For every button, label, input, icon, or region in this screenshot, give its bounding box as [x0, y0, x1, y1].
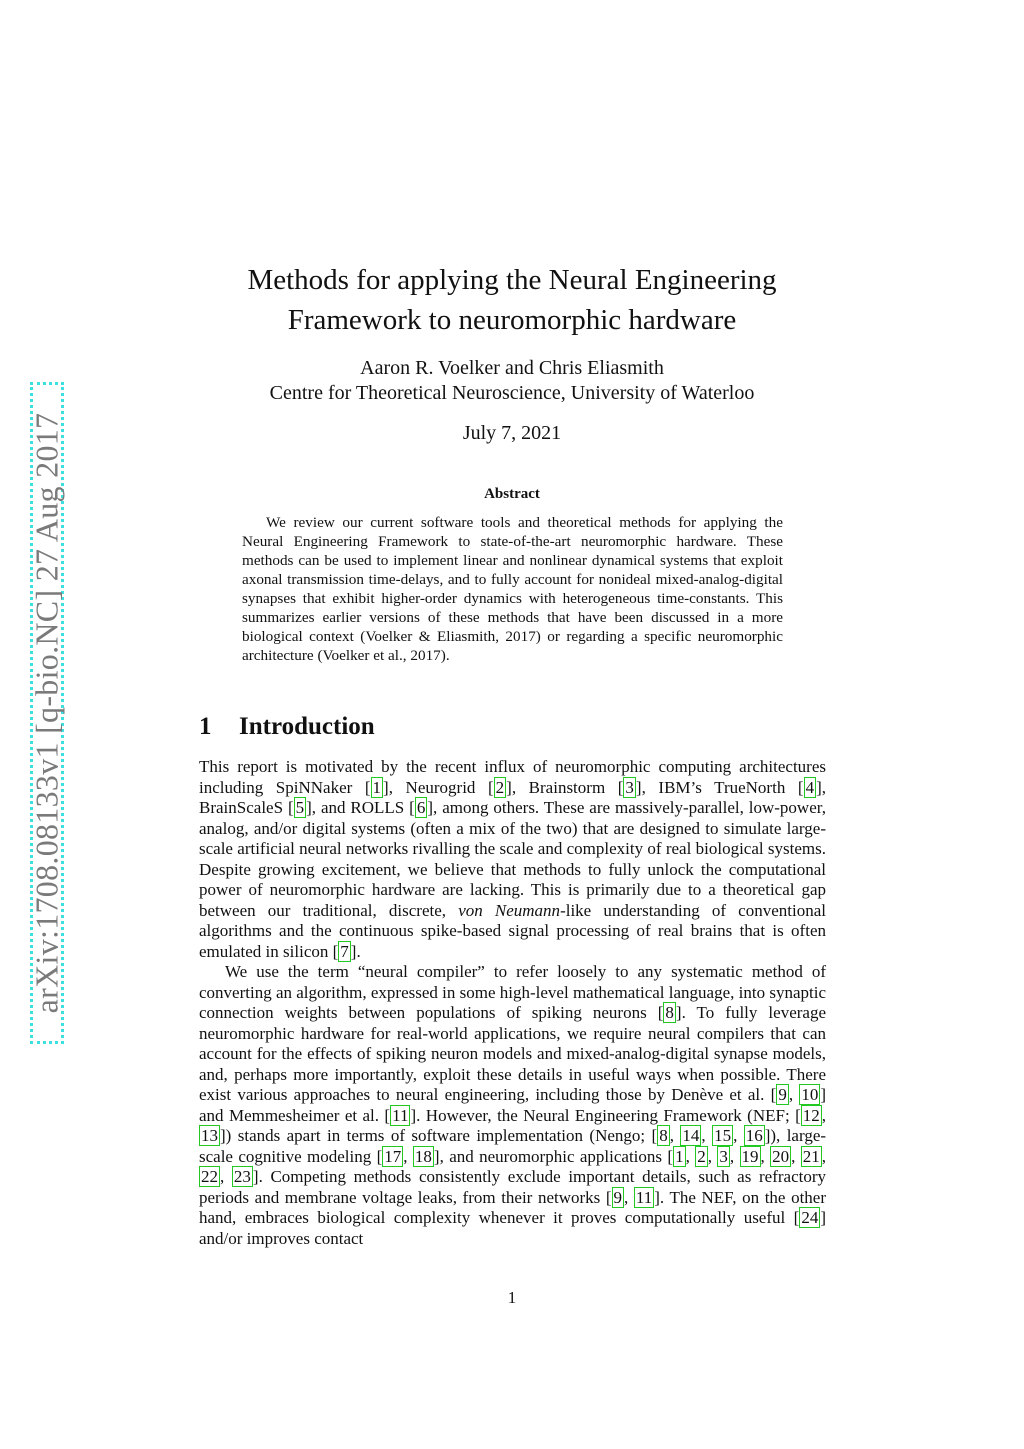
text-run: ], among others. These are massively-parallel, low-power, analog, and/or digital systems (often a mix of the two) that are designed to simulate large-scale artificial neural networks rivalling the scale and complexity of real biological systems. Despite growing excitement, we believe that methods to fully unlock the computational power of neuromorphic hardware are lacking. This is primarily due to a theoretical gap between our traditional, discrete, — [199, 798, 826, 920]
citation-link[interactable]: 2 — [697, 1146, 706, 1166]
citation-link[interactable]: 20 — [772, 1146, 790, 1166]
arxiv-identifier: arXiv:1708.08133v1 [q-bio.NC] 27 Aug 2017 — [28, 412, 65, 1014]
text-run: ], and ROLLS [ — [306, 798, 415, 817]
text-run: ]. To fully leverage neuromorphic hardware for real-world applications, we require neural compilers that can account for the effects of spiking neuron models and mixed-analog-digital synapse models, and, perhaps more importantly, exploit these details in useful ways when possible. There exist various approaches to neural engineering, including those by Denève et al. [ — [199, 1003, 826, 1104]
citation-link[interactable]: 22 — [201, 1167, 218, 1186]
abstract-heading: Abstract — [484, 486, 540, 502]
text-run: , — [760, 1146, 771, 1166]
text-run: ]. Competing methods consistently exclude important details, such as refractory periods and membrane voltage leaks, from their networks [ — [199, 1167, 826, 1207]
citation-link[interactable]: 7 — [340, 941, 349, 961]
text-run: , — [701, 1126, 713, 1145]
citation-link[interactable]: 24 — [801, 1208, 819, 1227]
citation-link[interactable]: 10 — [801, 1085, 819, 1104]
text-run: , — [821, 1146, 827, 1166]
intro-paragraph-1 — [199, 757, 826, 962]
paper-title — [150, 260, 874, 340]
text-run: ]) stands apart in terms of software implementation (Nengo; [ — [220, 1126, 658, 1145]
citation-link[interactable]: 11 — [392, 1105, 409, 1125]
paper-date: July 7, 2021 — [462, 422, 562, 444]
text-run: ]. However, the Neural Engineering Framework (NEF; [ — [410, 1105, 801, 1125]
citation-link[interactable]: 9 — [613, 1187, 623, 1207]
text-run: ] and Memmesheimer et al. [ — [199, 1085, 827, 1125]
citation-link[interactable]: 1 — [372, 777, 382, 797]
citation-link[interactable]: 18 — [414, 1146, 432, 1166]
citation-link[interactable]: 4 — [805, 777, 815, 797]
introduction-body — [199, 757, 826, 1249]
citation-link[interactable]: 1 — [675, 1146, 684, 1166]
citation-link[interactable]: 11 — [635, 1187, 653, 1207]
text-run: ], Neurogrid [ — [383, 777, 494, 797]
text-run: , — [788, 1085, 800, 1104]
text-run: We use the term “neural compiler” to refer loosely to any systematic method of converting an algorithm, expressed in some high-level mathematical language, into synaptic connection weights between populations of spiking neurons [ — [199, 962, 826, 1022]
citation-link[interactable]: 2 — [495, 777, 505, 797]
abstract-text: We review our current software tools and theoretical methods for applying the Neural Engineering Framework to state-of-the-art neuromorphic hardware. These methods can be used to implement linear and nonlinear dynamical systems that exploit axonal transmission time-delays, and to fully account for nonideal mixed-analog-digital synapses that exhibit higher-order dynamics with heterogeneous time-constants. This summarizes earlier versions of these methods that have been discussed in a more biological context (Voelker & Eliasmith, 2017) or regarding a specific neuromorphic architecture (Voelker et al., 2017). — [242, 514, 783, 664]
citation-link[interactable]: 21 — [802, 1146, 820, 1166]
text-run: , — [729, 1146, 740, 1166]
title-line-1: Methods for applying the Neural Engineering — [247, 264, 777, 296]
citation-link[interactable]: 13 — [201, 1126, 218, 1145]
citation-link[interactable]: 3 — [625, 777, 634, 797]
text-run: , — [220, 1167, 232, 1186]
section-number: 1 — [199, 713, 212, 740]
citation-link[interactable]: 12 — [802, 1105, 820, 1125]
text-run: , — [624, 1187, 634, 1207]
text-run: , — [669, 1126, 681, 1145]
title-line-2: Framework to neuromorphic hardware — [287, 304, 737, 336]
citation-link[interactable]: 8 — [665, 1003, 674, 1022]
citation-link[interactable]: 15 — [714, 1126, 732, 1145]
text-run: ] and/or improves contact — [199, 1208, 826, 1248]
text-run: ]), large-scale cognitive modeling [ — [199, 1126, 827, 1166]
text-run: ], Brainstorm [ — [506, 777, 624, 797]
text-run: ]. The NEF, on the other hand, embraces biological complexity whenever it proves computationally useful [ — [199, 1187, 826, 1227]
author-block — [150, 356, 874, 406]
citation-link[interactable]: 6 — [416, 798, 426, 817]
text-run: ]. — [350, 941, 361, 961]
section-title: Introduction — [239, 713, 375, 740]
section-heading — [199, 713, 375, 741]
citation-link[interactable]: 3 — [719, 1146, 728, 1166]
citation-link[interactable]: 9 — [778, 1085, 787, 1104]
citation-link[interactable]: 14 — [682, 1126, 700, 1145]
authors: Aaron R. Voelker and Chris Eliasmith — [360, 357, 664, 379]
page-number: 1 — [507, 1288, 517, 1307]
text-run: This report is motivated by the recent influx of neuromorphic computing architectures including SpiNNaker [ — [199, 757, 826, 797]
arxiv-stamp — [30, 382, 64, 1044]
citation-link[interactable]: 19 — [741, 1146, 759, 1166]
citation-link[interactable]: 5 — [295, 798, 305, 817]
text-run: ], and neuromorphic applications [ — [433, 1146, 674, 1166]
citation-link[interactable]: 16 — [745, 1126, 763, 1145]
text-run: ], IBM’s TrueNorth [ — [635, 777, 804, 797]
citation-link[interactable]: 23 — [233, 1167, 251, 1186]
intro-paragraph-2 — [199, 962, 826, 1249]
text-run: ], BrainScaleS [ — [199, 777, 826, 817]
text-run: , — [403, 1146, 413, 1166]
citation-link[interactable]: 17 — [384, 1146, 402, 1166]
italic-text: von Neumann — [458, 900, 561, 920]
text-run: , — [791, 1146, 801, 1166]
text-run: , — [821, 1105, 826, 1125]
affiliation: Centre for Theoretical Neuroscience, University of Waterloo — [269, 382, 755, 404]
citation-link[interactable]: 8 — [659, 1126, 668, 1145]
text-run: , — [733, 1126, 744, 1145]
text-run: , — [707, 1146, 718, 1166]
text-run: , — [685, 1146, 696, 1166]
text-run: -like understanding of conventional algorithms and the continuous spike-based signal processing of real brains that is often emulated in silicon [ — [199, 900, 826, 961]
